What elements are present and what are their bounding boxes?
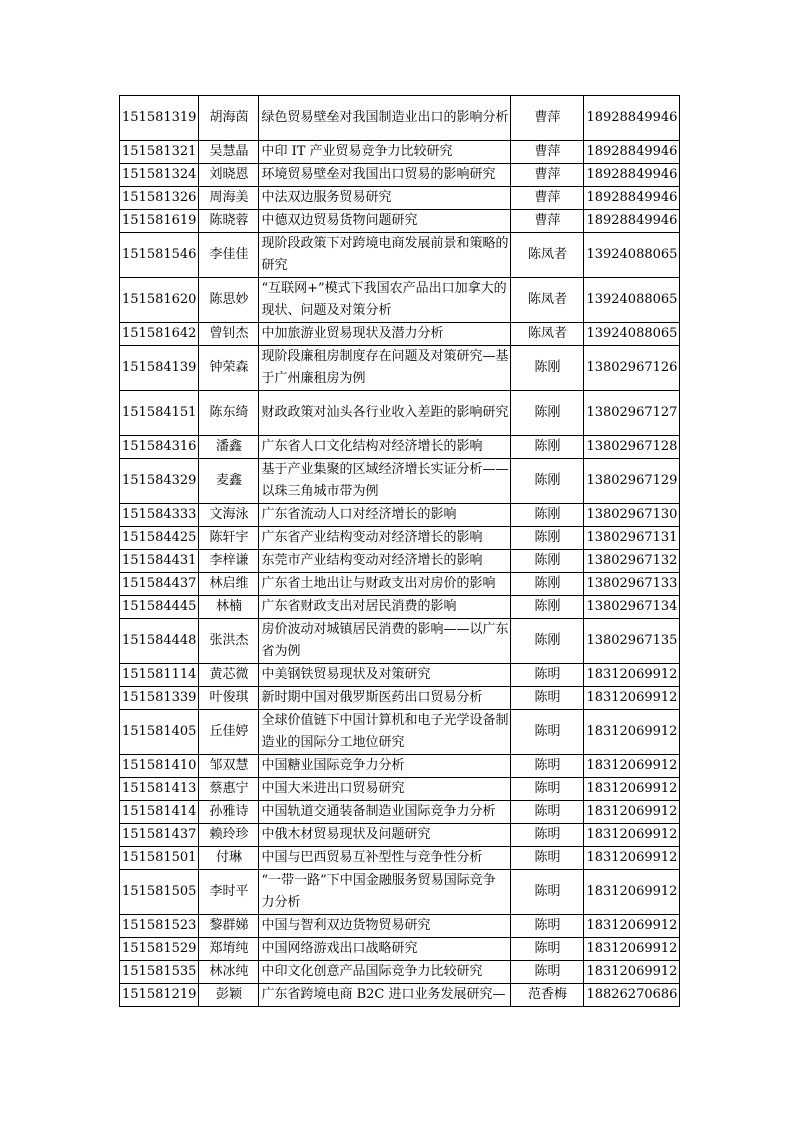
supervisor-cell: 曹萍 bbox=[511, 96, 584, 141]
student-name-cell: 文海泳 bbox=[199, 504, 259, 527]
student-id-cell: 151581414 bbox=[120, 801, 199, 824]
student-name-cell: 张洪杰 bbox=[199, 619, 259, 664]
supervisor-cell: 陈刚 bbox=[511, 619, 584, 664]
phone-cell: 18312069912 bbox=[584, 801, 680, 824]
phone-cell: 18312069912 bbox=[584, 870, 680, 915]
student-id-cell: 151584139 bbox=[120, 346, 199, 391]
supervisor-cell: 陈明 bbox=[511, 778, 584, 801]
thesis-title-cell: 广东省财政支出对居民消费的影响 bbox=[259, 596, 511, 619]
phone-cell: 13802967127 bbox=[584, 391, 680, 436]
phone-cell: 13924088065 bbox=[584, 323, 680, 346]
student-id-cell: 151581523 bbox=[120, 915, 199, 938]
thesis-title-cell: 中国大米进出口贸易研究 bbox=[259, 778, 511, 801]
student-id-cell: 151581405 bbox=[120, 710, 199, 755]
thesis-title-cell: 中国与智利双边货物贸易研究 bbox=[259, 915, 511, 938]
phone-cell: 13802967128 bbox=[584, 436, 680, 459]
student-name-cell: 麦鑫 bbox=[199, 459, 259, 504]
phone-cell: 13802967126 bbox=[584, 346, 680, 391]
student-id-cell: 151581437 bbox=[120, 824, 199, 847]
phone-cell: 18312069912 bbox=[584, 915, 680, 938]
table-row bbox=[120, 527, 680, 550]
student-id-cell: 151584445 bbox=[120, 596, 199, 619]
student-name-cell: 曾钊杰 bbox=[199, 323, 259, 346]
student-name-cell: 林冰纯 bbox=[199, 961, 259, 984]
phone-cell: 18312069912 bbox=[584, 778, 680, 801]
table-row bbox=[120, 847, 680, 870]
thesis-title-cell: 环境贸易壁垒对我国出口贸易的影响研究 bbox=[259, 164, 511, 187]
thesis-title-cell: 广东省土地出让与财政支出对房价的影响 bbox=[259, 573, 511, 596]
supervisor-cell: 陈凤者 bbox=[511, 233, 584, 278]
student-id-cell: 151581535 bbox=[120, 961, 199, 984]
student-id-cell: 151584425 bbox=[120, 527, 199, 550]
phone-cell: 13924088065 bbox=[584, 278, 680, 323]
thesis-title-cell: 现阶段政策下对跨境电商发展前景和策略的研究 bbox=[259, 233, 511, 278]
student-name-cell: 郑堉纯 bbox=[199, 938, 259, 961]
table-row bbox=[120, 187, 680, 210]
table-row bbox=[120, 504, 680, 527]
student-id-cell: 151581413 bbox=[120, 778, 199, 801]
student-id-cell: 151584431 bbox=[120, 550, 199, 573]
table-row bbox=[120, 323, 680, 346]
student-id-cell: 151581620 bbox=[120, 278, 199, 323]
student-name-cell: 丘佳婷 bbox=[199, 710, 259, 755]
student-id-cell: 151581505 bbox=[120, 870, 199, 915]
thesis-title-cell: 广东省跨境电商 B2C 进口业务发展研究— bbox=[259, 984, 511, 1007]
table-row bbox=[120, 164, 680, 187]
thesis-title-cell: 中俄木材贸易现状及问题研究 bbox=[259, 824, 511, 847]
table-row bbox=[120, 436, 680, 459]
thesis-title-cell: 中国糖业国际竞争力分析 bbox=[259, 755, 511, 778]
student-id-cell: 151581319 bbox=[120, 96, 199, 141]
supervisor-cell: 曹萍 bbox=[511, 187, 584, 210]
supervisor-cell: 陈明 bbox=[511, 938, 584, 961]
thesis-title-cell: 中国网络游戏出口战略研究 bbox=[259, 938, 511, 961]
phone-cell: 18928849946 bbox=[584, 210, 680, 233]
thesis-title-cell: 现阶段廉租房制度存在问题及对策研究—基于广州廉租房为例 bbox=[259, 346, 511, 391]
table-row bbox=[120, 278, 680, 323]
student-id-cell: 151584333 bbox=[120, 504, 199, 527]
table-row bbox=[120, 459, 680, 504]
table-row bbox=[120, 870, 680, 915]
thesis-title-cell: 中加旅游业贸易现状及潜力分析 bbox=[259, 323, 511, 346]
student-name-cell: 周海美 bbox=[199, 187, 259, 210]
supervisor-cell: 陈明 bbox=[511, 664, 584, 687]
phone-cell: 13802967134 bbox=[584, 596, 680, 619]
student-id-cell: 151581326 bbox=[120, 187, 199, 210]
thesis-title-cell: “互联网+”模式下我国农产品出口加拿大的现状、问题及对策分析 bbox=[259, 278, 511, 323]
student-name-cell: 林楠 bbox=[199, 596, 259, 619]
phone-cell: 18826270686 bbox=[584, 984, 680, 1007]
thesis-title-cell: 中印文化创意产品国际竞争力比较研究 bbox=[259, 961, 511, 984]
table-row bbox=[120, 619, 680, 664]
supervisor-cell: 陈明 bbox=[511, 847, 584, 870]
phone-cell: 13802967135 bbox=[584, 619, 680, 664]
phone-cell: 18312069912 bbox=[584, 710, 680, 755]
thesis-title-cell: 基于产业集聚的区域经济增长实证分析——以珠三角城市带为例 bbox=[259, 459, 511, 504]
supervisor-cell: 陈凤者 bbox=[511, 278, 584, 323]
phone-cell: 18312069912 bbox=[584, 755, 680, 778]
student-name-cell: 孙雅诗 bbox=[199, 801, 259, 824]
table-row bbox=[120, 938, 680, 961]
thesis-title-cell: 中印 IT 产业贸易竞争力比较研究 bbox=[259, 141, 511, 164]
student-id-cell: 151584151 bbox=[120, 391, 199, 436]
supervisor-cell: 曹萍 bbox=[511, 210, 584, 233]
student-name-cell: 黎群娣 bbox=[199, 915, 259, 938]
supervisor-cell: 范香梅 bbox=[511, 984, 584, 1007]
student-name-cell: 李时平 bbox=[199, 870, 259, 915]
phone-cell: 18928849946 bbox=[584, 164, 680, 187]
table-row bbox=[120, 96, 680, 141]
student-name-cell: 潘鑫 bbox=[199, 436, 259, 459]
student-name-cell: 李佳佳 bbox=[199, 233, 259, 278]
phone-cell: 18928849946 bbox=[584, 187, 680, 210]
table-row bbox=[120, 141, 680, 164]
phone-cell: 13802967131 bbox=[584, 527, 680, 550]
supervisor-cell: 陈刚 bbox=[511, 346, 584, 391]
table-row bbox=[120, 915, 680, 938]
student-name-cell: 付琳 bbox=[199, 847, 259, 870]
student-name-cell: 钟荣森 bbox=[199, 346, 259, 391]
supervisor-cell: 曹萍 bbox=[511, 141, 584, 164]
student-name-cell: 林启维 bbox=[199, 573, 259, 596]
phone-cell: 18312069912 bbox=[584, 687, 680, 710]
student-id-cell: 151581114 bbox=[120, 664, 199, 687]
student-name-cell: 吴慧晶 bbox=[199, 141, 259, 164]
supervisor-cell: 陈刚 bbox=[511, 596, 584, 619]
thesis-title-cell: 中国轨道交通装备制造业国际竞争力分析 bbox=[259, 801, 511, 824]
thesis-title-cell: 中法双边服务贸易研究 bbox=[259, 187, 511, 210]
table-row bbox=[120, 210, 680, 233]
supervisor-cell: 陈凤者 bbox=[511, 323, 584, 346]
thesis-title-cell: 绿色贸易壁垒对我国制造业出口的影响分析 bbox=[259, 96, 511, 141]
supervisor-cell: 陈明 bbox=[511, 687, 584, 710]
student-id-cell: 151584329 bbox=[120, 459, 199, 504]
table-row bbox=[120, 346, 680, 391]
student-name-cell: 胡海茵 bbox=[199, 96, 259, 141]
thesis-topic-table bbox=[119, 95, 680, 1007]
phone-cell: 13802967133 bbox=[584, 573, 680, 596]
table-row bbox=[120, 596, 680, 619]
table-row bbox=[120, 778, 680, 801]
table-row bbox=[120, 961, 680, 984]
student-id-cell: 151584316 bbox=[120, 436, 199, 459]
student-id-cell: 151581529 bbox=[120, 938, 199, 961]
phone-cell: 13802967132 bbox=[584, 550, 680, 573]
phone-cell: 18312069912 bbox=[584, 664, 680, 687]
student-name-cell: 李梓谦 bbox=[199, 550, 259, 573]
student-id-cell: 151581321 bbox=[120, 141, 199, 164]
thesis-title-cell: 广东省产业结构变动对经济增长的影响 bbox=[259, 527, 511, 550]
student-id-cell: 151581546 bbox=[120, 233, 199, 278]
phone-cell: 13802967130 bbox=[584, 504, 680, 527]
supervisor-cell: 陈明 bbox=[511, 824, 584, 847]
table-row bbox=[120, 801, 680, 824]
table-row bbox=[120, 984, 680, 1007]
table-row bbox=[120, 824, 680, 847]
supervisor-cell: 陈刚 bbox=[511, 459, 584, 504]
supervisor-cell: 陈刚 bbox=[511, 436, 584, 459]
student-name-cell: 黄芯微 bbox=[199, 664, 259, 687]
table-row bbox=[120, 391, 680, 436]
table-row bbox=[120, 664, 680, 687]
supervisor-cell: 陈明 bbox=[511, 755, 584, 778]
student-name-cell: 陈思妙 bbox=[199, 278, 259, 323]
student-name-cell: 赖玲珍 bbox=[199, 824, 259, 847]
phone-cell: 18928849946 bbox=[584, 96, 680, 141]
thesis-title-cell: 新时期中国对俄罗斯医药出口贸易分析 bbox=[259, 687, 511, 710]
phone-cell: 18312069912 bbox=[584, 961, 680, 984]
table-row bbox=[120, 687, 680, 710]
thesis-title-cell: 中德双边贸易货物问题研究 bbox=[259, 210, 511, 233]
table-body bbox=[120, 96, 680, 1007]
thesis-title-cell: 中美钢铁贸易现状及对策研究 bbox=[259, 664, 511, 687]
table-row bbox=[120, 755, 680, 778]
supervisor-cell: 陈刚 bbox=[511, 527, 584, 550]
thesis-title-cell: 财政政策对汕头各行业收入差距的影响研究 bbox=[259, 391, 511, 436]
phone-cell: 13802967129 bbox=[584, 459, 680, 504]
table-row bbox=[120, 710, 680, 755]
student-id-cell: 151584437 bbox=[120, 573, 199, 596]
supervisor-cell: 陈刚 bbox=[511, 504, 584, 527]
supervisor-cell: 陈明 bbox=[511, 915, 584, 938]
thesis-title-cell: 房价波动对城镇居民消费的影响——以广东省为例 bbox=[259, 619, 511, 664]
phone-cell: 18312069912 bbox=[584, 938, 680, 961]
supervisor-cell: 陈明 bbox=[511, 961, 584, 984]
student-name-cell: 陈晓蓉 bbox=[199, 210, 259, 233]
thesis-title-cell: 广东省人口文化结构对经济增长的影响 bbox=[259, 436, 511, 459]
phone-cell: 18312069912 bbox=[584, 847, 680, 870]
student-name-cell: 彭颖 bbox=[199, 984, 259, 1007]
table-row bbox=[120, 573, 680, 596]
student-name-cell: 叶俊琪 bbox=[199, 687, 259, 710]
student-name-cell: 蔡惠宁 bbox=[199, 778, 259, 801]
student-id-cell: 151581642 bbox=[120, 323, 199, 346]
thesis-title-cell: 全球价值链下中国计算机和电子光学设备制造业的国际分工地位研究 bbox=[259, 710, 511, 755]
phone-cell: 13924088065 bbox=[584, 233, 680, 278]
table-row bbox=[120, 550, 680, 573]
supervisor-cell: 陈明 bbox=[511, 870, 584, 915]
supervisor-cell: 陈刚 bbox=[511, 550, 584, 573]
student-id-cell: 151584448 bbox=[120, 619, 199, 664]
student-id-cell: 151581219 bbox=[120, 984, 199, 1007]
student-name-cell: 刘晓恩 bbox=[199, 164, 259, 187]
student-name-cell: 邹双慧 bbox=[199, 755, 259, 778]
supervisor-cell: 陈刚 bbox=[511, 391, 584, 436]
student-id-cell: 151581324 bbox=[120, 164, 199, 187]
thesis-title-cell: 广东省流动人口对经济增长的影响 bbox=[259, 504, 511, 527]
table-row bbox=[120, 233, 680, 278]
thesis-title-cell: 中国与巴西贸易互补型性与竞争性分析 bbox=[259, 847, 511, 870]
thesis-title-cell: “一带一路”下中国金融服务贸易国际竞争力分析 bbox=[259, 870, 511, 915]
student-name-cell: 陈轩宇 bbox=[199, 527, 259, 550]
thesis-title-cell: 东莞市产业结构变动对经济增长的影响 bbox=[259, 550, 511, 573]
student-id-cell: 151581339 bbox=[120, 687, 199, 710]
student-id-cell: 151581501 bbox=[120, 847, 199, 870]
supervisor-cell: 陈刚 bbox=[511, 573, 584, 596]
supervisor-cell: 陈明 bbox=[511, 710, 584, 755]
phone-cell: 18312069912 bbox=[584, 824, 680, 847]
supervisor-cell: 曹萍 bbox=[511, 164, 584, 187]
student-name-cell: 陈东绮 bbox=[199, 391, 259, 436]
student-id-cell: 151581619 bbox=[120, 210, 199, 233]
supervisor-cell: 陈明 bbox=[511, 801, 584, 824]
phone-cell: 18928849946 bbox=[584, 141, 680, 164]
student-id-cell: 151581410 bbox=[120, 755, 199, 778]
